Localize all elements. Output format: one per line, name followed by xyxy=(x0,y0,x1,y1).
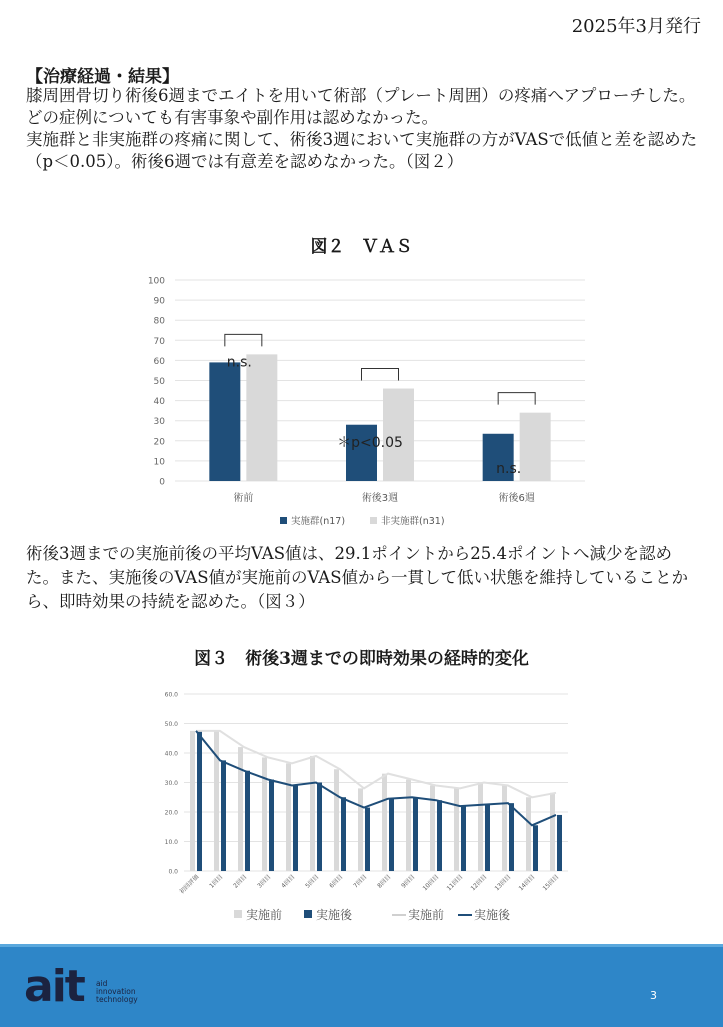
bar-post xyxy=(533,825,538,871)
bar-pre xyxy=(526,797,531,871)
bar-post xyxy=(365,808,370,871)
x-tick-label: 4回目 xyxy=(280,873,297,890)
bar xyxy=(520,413,551,481)
ait-logo-subtext xyxy=(96,980,138,1004)
bar-post xyxy=(461,806,466,871)
page-number: 3 xyxy=(650,989,657,1002)
x-tick-label: 術後3週 xyxy=(361,493,399,504)
y-tick-label: 40 xyxy=(153,397,165,408)
bar-pre xyxy=(334,769,339,871)
x-tick-label: 7回目 xyxy=(352,873,369,890)
y-tick-label: 30 xyxy=(153,417,165,428)
legend-label: 実施群(n17) xyxy=(291,516,346,527)
bar-pre xyxy=(358,788,363,871)
bar-post xyxy=(221,760,226,871)
x-tick-label: 13回目 xyxy=(493,873,513,893)
y-tick-label: 80 xyxy=(153,316,165,327)
logo-sub-line: innovation xyxy=(96,987,136,996)
significance-label: ＊p<0.05 xyxy=(337,434,403,451)
bar-post xyxy=(341,797,346,871)
bar-post xyxy=(197,731,202,871)
bar-post xyxy=(245,771,250,871)
logo-sub-line: aid xyxy=(96,979,108,988)
x-tick-label: 12回目 xyxy=(469,873,489,893)
bar-pre xyxy=(310,756,315,871)
x-tick-label: 10回目 xyxy=(421,873,441,893)
figure2-vas-chart xyxy=(140,268,600,533)
bar-pre xyxy=(406,780,411,871)
y-tick-label: 0.0 xyxy=(168,868,178,876)
y-tick-label: 90 xyxy=(153,296,165,307)
figure3-title: 図３ 術後3週までの即時効果の経時的変化 xyxy=(194,649,529,669)
bar-pre xyxy=(190,731,195,871)
bar-post xyxy=(317,783,322,872)
bar-pre xyxy=(502,785,507,871)
summary-paragraph xyxy=(26,542,701,614)
bar-post xyxy=(437,800,442,871)
x-tick-label: 15回目 xyxy=(541,873,561,893)
ait-logo: ait xyxy=(24,961,84,1012)
bar-post xyxy=(293,785,298,871)
legend-swatch xyxy=(304,910,312,918)
y-tick-label: 20 xyxy=(153,437,165,448)
results-line-2: どの症例についても有害事象や副作用は認めなかった。 xyxy=(26,108,439,127)
bar-pre xyxy=(382,774,387,871)
bar-post xyxy=(485,805,490,871)
y-tick-label: 10.0 xyxy=(164,839,178,846)
y-tick-label: 40.0 xyxy=(164,750,178,758)
bar-pre xyxy=(238,747,243,871)
x-tick-label: 術前 xyxy=(233,493,254,504)
issue-date: 2025年3月発行 xyxy=(571,16,701,37)
legend-swatch xyxy=(370,517,377,524)
x-tick-label: 初回評価 xyxy=(178,873,201,896)
legend-label: 実施前 xyxy=(246,908,283,922)
results-line-1: 膝周囲骨切り術後6週までエイトを用いて術部（プレート周囲）の疼痛へアプローチした。 xyxy=(26,86,696,105)
bar-post xyxy=(413,797,418,871)
bar xyxy=(246,354,277,481)
bar-post xyxy=(389,799,394,871)
logo-sub-line: technology xyxy=(96,995,138,1004)
significance-label: n.s. xyxy=(496,460,522,477)
significance-bracket xyxy=(362,369,399,381)
x-tick-label: 1回目 xyxy=(208,873,225,890)
x-tick-label: 14回目 xyxy=(517,873,537,893)
figure3-time-course-chart xyxy=(150,684,580,934)
y-tick-label: 0 xyxy=(159,477,165,488)
legend-label: 非実施群(n31) xyxy=(381,516,445,527)
significance-label: n.s. xyxy=(226,354,252,371)
bar xyxy=(209,362,240,481)
bar-pre xyxy=(550,793,555,871)
x-tick-label: 11回目 xyxy=(445,873,465,893)
x-tick-label: 5回目 xyxy=(304,873,321,890)
bar-pre xyxy=(262,757,267,871)
x-tick-label: 術後6週 xyxy=(498,493,535,504)
significance-bracket xyxy=(498,393,535,405)
y-tick-label: 50.0 xyxy=(164,721,178,728)
results-paragraph xyxy=(26,85,701,173)
figure2-title: 図２ ＶＡＳ xyxy=(310,237,413,257)
bar xyxy=(346,425,377,481)
footer-bar xyxy=(0,944,723,1027)
legend-label: 実施後 xyxy=(474,908,511,922)
bar-pre xyxy=(454,788,459,871)
y-tick-label: 70 xyxy=(153,336,165,347)
bar-pre xyxy=(286,763,291,871)
summary-text: 術後3週までの実施前後の平均VAS値は、29.1ポイントから25.4ポイントへ減少を認めた。また、実施後のVAS値が実施前のVAS値から一貫して低い状態を維持していることから、即時効果の持続を認めた。（図３） xyxy=(26,544,689,611)
y-tick-label: 60.0 xyxy=(164,691,178,699)
x-tick-label: 3回目 xyxy=(256,873,273,890)
bar-pre xyxy=(478,783,483,872)
bar-post xyxy=(557,815,562,871)
x-tick-label: 6回目 xyxy=(328,873,345,890)
results-line-3: 実施群と非実施群の疼痛に関して、術後3週において実施群の方がVASで低値と差を認めた（p＜0.05）。術後6週では有意差を認めなかった。（図２） xyxy=(26,130,698,171)
x-tick-label: 9回目 xyxy=(400,873,417,890)
y-tick-label: 10 xyxy=(153,457,165,468)
bar-post xyxy=(269,780,274,871)
y-tick-label: 20.0 xyxy=(164,809,178,817)
y-tick-label: 60 xyxy=(153,356,165,367)
bar-pre xyxy=(214,731,219,871)
legend-swatch xyxy=(234,910,242,918)
legend-label: 実施後 xyxy=(316,908,353,922)
section-heading: 【治療経過・結果】 xyxy=(26,67,179,87)
y-tick-label: 100 xyxy=(147,276,165,287)
legend-swatch xyxy=(280,517,287,524)
y-tick-label: 50 xyxy=(153,377,165,387)
y-tick-label: 30.0 xyxy=(164,780,178,787)
x-tick-label: 8回目 xyxy=(376,873,393,890)
x-tick-label: 2回目 xyxy=(232,873,249,890)
legend-label: 実施前 xyxy=(408,908,445,922)
bar-pre xyxy=(430,785,435,871)
bar-post xyxy=(509,803,514,871)
